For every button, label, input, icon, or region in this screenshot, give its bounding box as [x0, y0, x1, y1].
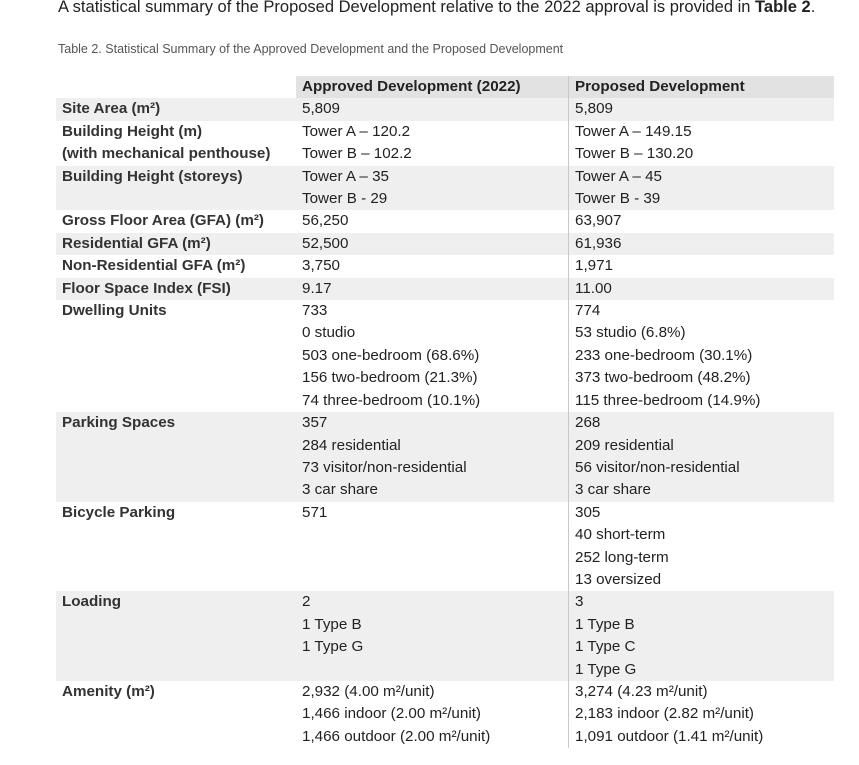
proposed-value-cell — [569, 233, 835, 255]
proposed-value: 1,971 — [575, 257, 614, 275]
proposed-value: 61,936 — [575, 234, 622, 252]
proposed-value: 11.00 — [575, 279, 612, 297]
approved-value: 733 — [302, 302, 328, 320]
row-label-cell — [56, 233, 296, 255]
approved-value: 3 car share — [302, 481, 378, 499]
header-cell: Proposed Development — [569, 76, 835, 98]
row-label: Gross Floor Area (GFA) (m²) — [62, 212, 264, 230]
approved-value: 1,466 outdoor (2.00 m²/unit) — [302, 727, 491, 745]
approved-value: 284 residential — [302, 436, 401, 454]
approved-value-cell — [296, 98, 569, 120]
row-label: Non-Residential GFA (m²) — [62, 257, 246, 275]
proposed-value: 305 — [575, 503, 601, 521]
proposed-value-cell — [569, 412, 835, 502]
proposed-value: 1,091 outdoor (1.41 m²/unit) — [575, 727, 764, 745]
statistical-summary-table — [56, 76, 834, 748]
proposed-value: 2,183 indoor (2.82 m²/unit) — [575, 705, 754, 723]
proposed-value: 1 Type C — [575, 638, 636, 656]
proposed-value-cell — [569, 98, 835, 120]
row-label-cell — [56, 166, 296, 211]
row-label: Loading — [62, 593, 122, 611]
header-cell: Approved Development (2022) — [296, 76, 569, 98]
row-label-cell — [56, 210, 296, 232]
approved-value: 9.17 — [302, 279, 332, 297]
approved-value-cell — [296, 502, 569, 592]
approved-value: 2,932 (4.00 m²/unit) — [302, 682, 435, 700]
proposed-value: 13 oversized — [575, 570, 662, 588]
table-row — [56, 255, 834, 277]
approved-value: 5,809 — [302, 100, 341, 118]
approved-value-cell — [296, 233, 569, 255]
proposed-value: 53 studio (6.8%) — [575, 324, 686, 342]
table-row — [56, 300, 834, 412]
proposed-value-cell — [569, 300, 835, 412]
proposed-value-cell — [569, 121, 835, 166]
row-label: Floor Space Index (FSI) — [62, 279, 231, 297]
approved-value-cell — [296, 255, 569, 277]
row-label-cell — [56, 278, 296, 300]
approved-value: 73 visitor/non-residential — [302, 458, 467, 476]
approved-value: 1 Type B — [302, 615, 362, 633]
approved-value: Tower A – 120.2 — [302, 122, 411, 140]
intro-text: A statistical summary of the Proposed Development relative to the 2022 approval is provided in — [58, 0, 756, 16]
approved-value: 1 Type G — [302, 638, 364, 656]
proposed-value-cell — [569, 278, 835, 300]
row-label: Residential GFA (m²) — [62, 234, 211, 252]
proposed-value: 774 — [575, 302, 601, 320]
proposed-value: 209 residential — [575, 436, 674, 454]
proposed-value: Tower B - 39 — [575, 190, 661, 208]
proposed-value: 40 short-term — [575, 526, 666, 544]
proposed-value-cell — [569, 255, 835, 277]
proposed-value: 1 Type G — [575, 660, 637, 678]
proposed-value-cell — [569, 166, 835, 211]
approved-value: 0 studio — [302, 324, 356, 342]
table-row — [56, 412, 834, 502]
table-row — [56, 121, 834, 166]
proposed-value-cell — [569, 591, 835, 681]
approved-value-cell — [296, 166, 569, 211]
approved-value-cell — [296, 210, 569, 232]
row-label: Building Height (storeys) — [62, 167, 243, 185]
row-label-cell — [56, 591, 296, 681]
header-cell — [56, 76, 296, 98]
intro-end: . — [810, 0, 816, 16]
proposed-value: Tower A – 45 — [575, 167, 662, 185]
table-row — [56, 591, 834, 681]
proposed-value: 63,907 — [575, 212, 622, 230]
approved-value-cell — [296, 681, 569, 748]
row-label: Building Height (m) — [62, 122, 203, 140]
approved-value-cell — [296, 412, 569, 502]
approved-value: 2 — [302, 593, 311, 611]
proposed-value: 373 two-bedroom (48.2%) — [575, 369, 751, 387]
table-row — [56, 98, 834, 120]
proposed-value: 3,274 (4.23 m²/unit) — [575, 682, 708, 700]
proposed-value: 115 three-bedroom (14.9%) — [575, 391, 761, 409]
proposed-value: 233 one-bedroom (30.1%) — [575, 346, 753, 364]
approved-value: Tower B - 29 — [302, 190, 388, 208]
proposed-value: 5,809 — [575, 100, 614, 118]
table-row — [56, 681, 834, 748]
approved-value-cell — [296, 591, 569, 681]
approved-value: 156 two-bedroom (21.3%) — [302, 369, 478, 387]
row-label: Parking Spaces — [62, 414, 176, 432]
proposed-value: 1 Type B — [575, 615, 635, 633]
row-label-cell — [56, 412, 296, 502]
approved-value: Tower B – 102.2 — [302, 145, 412, 163]
row-label: Dwelling Units — [62, 302, 167, 320]
row-label: (with mechanical penthouse) — [62, 145, 271, 163]
proposed-value: Tower A – 149.15 — [575, 122, 692, 140]
table-header-row — [56, 76, 834, 98]
approved-value: 571 — [302, 503, 328, 521]
table-row — [56, 502, 834, 592]
approved-value: 503 one-bedroom (68.6%) — [302, 346, 480, 364]
table-row — [56, 278, 834, 300]
approved-value-cell — [296, 278, 569, 300]
proposed-value: 3 car share — [575, 481, 651, 499]
table-caption: Table 2. Statistical Summary of the Approved Development and the Proposed Development — [58, 42, 564, 56]
proposed-value: Tower B – 130.20 — [575, 145, 694, 163]
row-label-cell — [56, 98, 296, 120]
row-label: Bicycle Parking — [62, 503, 176, 521]
approved-value: 74 three-bedroom (10.1%) — [302, 391, 481, 409]
proposed-value: 3 — [575, 593, 584, 611]
row-label-cell — [56, 681, 296, 748]
proposed-value-cell — [569, 210, 835, 232]
row-label-cell — [56, 121, 296, 166]
proposed-value-cell — [569, 681, 835, 748]
approved-value: 1,466 indoor (2.00 m²/unit) — [302, 705, 481, 723]
approved-value: 52,500 — [302, 234, 349, 252]
approved-value: 3,750 — [302, 257, 341, 275]
proposed-value: 252 long-term — [575, 548, 669, 566]
row-label: Site Area (m²) — [62, 100, 161, 118]
approved-value: Tower A – 35 — [302, 167, 389, 185]
table-row — [56, 210, 834, 232]
row-label-cell — [56, 502, 296, 592]
proposed-value: 268 — [575, 414, 601, 432]
row-label: Amenity (m²) — [62, 682, 155, 700]
intro-paragraph — [58, 0, 815, 18]
row-label-cell — [56, 255, 296, 277]
approved-value-cell — [296, 121, 569, 166]
table-row — [56, 166, 834, 211]
approved-value: 56,250 — [302, 212, 349, 230]
approved-value: 357 — [302, 414, 328, 432]
proposed-value: 56 visitor/non-residential — [575, 458, 740, 476]
intro-table-ref: Table 2 — [755, 0, 811, 16]
approved-value-cell — [296, 300, 569, 412]
row-label-cell — [56, 300, 296, 412]
proposed-value-cell — [569, 502, 835, 592]
table-row — [56, 233, 834, 255]
